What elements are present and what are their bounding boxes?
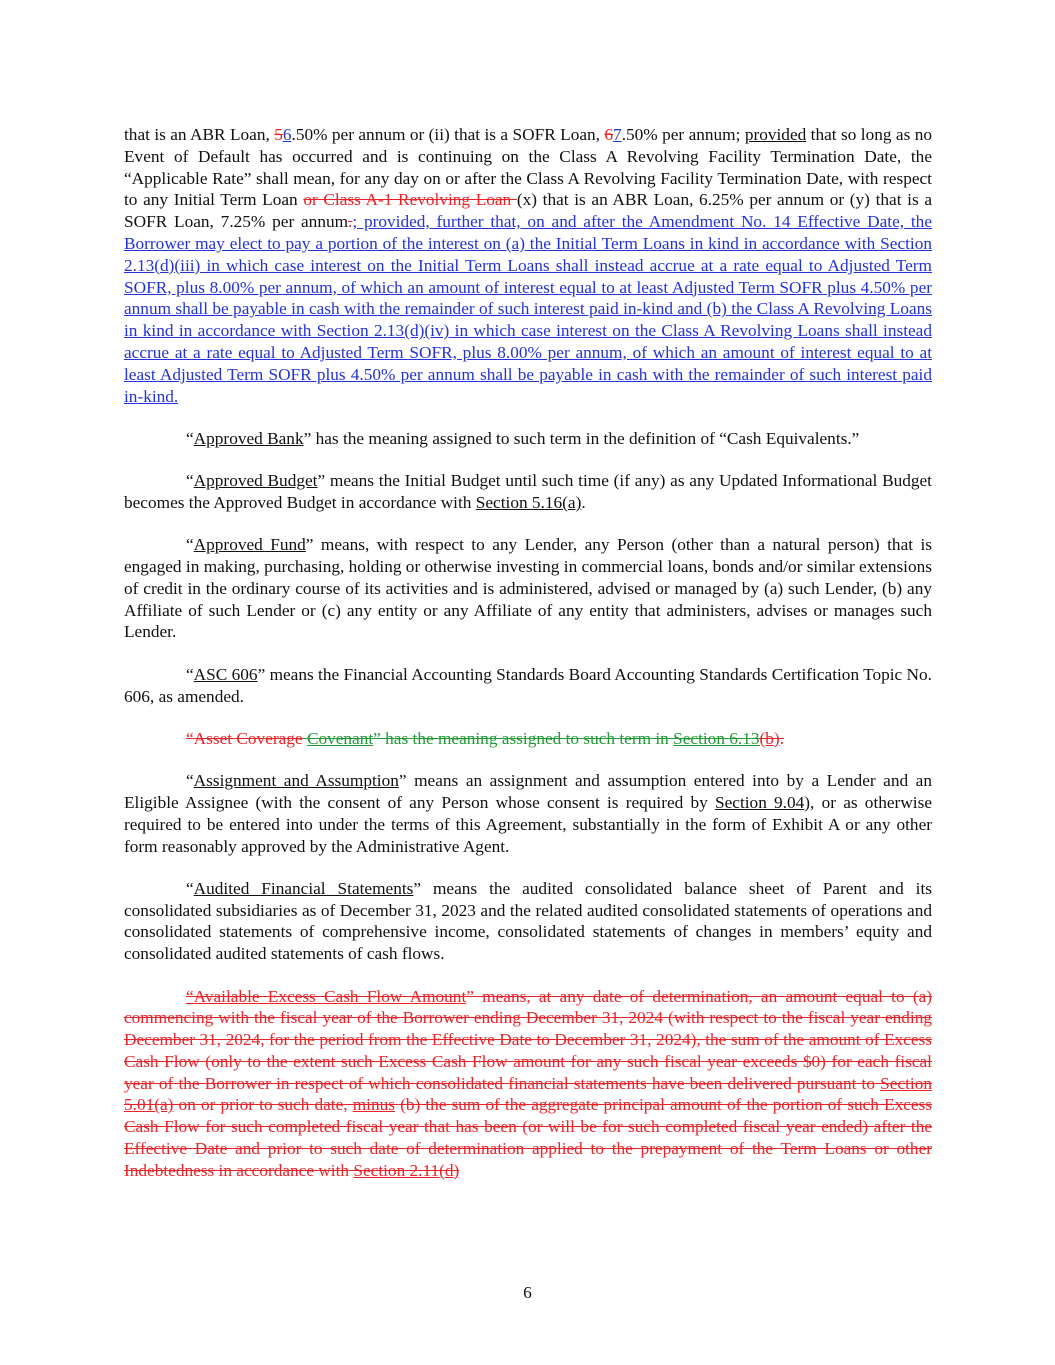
deleted-section-reference: Section 2.11(d) (353, 1160, 460, 1180)
definition-text: ” means, with respect to any Lender, any Person (other than a natural person) that is engaged in making, purchasing, holding or otherwise investing in commercial loans, bonds and/or similar extensions of credit in the ordinary course of its activities and is administered, advised or managed by (a) such Lender, (b) any Affiliate of such Lender or (c) any entity or any Affiliate of any entity that administers, advises or manages such Lender. (124, 535, 933, 642)
text-run: “ (186, 535, 194, 555)
deleted-text: 6 (604, 125, 614, 144)
definition-text: ” means an assignment and assumption entered into by a Lender and an Eligible Assignee (with the consent of any Person whose consent is required by (124, 771, 932, 812)
text-run: .50% per annum; (621, 125, 745, 144)
page-number: 6 (523, 1283, 532, 1302)
deleted-text: minus (352, 1095, 395, 1115)
inserted-text: 6 (282, 125, 292, 144)
definition-approved-budget (124, 470, 932, 514)
definition-approved-fund (124, 534, 932, 643)
definition-text: ), or as otherwise required to be entered into under the terms of this Agreement, substantially in the form of Exhibit A or any other form reasonably approved by the Administrative Agent. (124, 792, 932, 856)
text-run: “ (186, 878, 194, 898)
defined-term: ASC 606 (193, 664, 258, 684)
section-reference: Section 9.04 (715, 792, 805, 812)
text-run: .50% per annum or (ii) that is a SOFR Loan, (291, 125, 605, 144)
definition-available-excess-cash-flow-deleted (124, 986, 932, 1182)
deleted-text: (b) (759, 728, 780, 748)
text-run: . (581, 492, 586, 512)
deleted-text: or Class A-1 Revolving Loan (303, 190, 517, 210)
definition-assignment-and-assumption (124, 770, 932, 857)
deleted-text: 5 (274, 125, 283, 144)
definition-approved-bank (124, 428, 932, 450)
definition-text: ” means the Initial Budget until such time (if any) as any Updated Informational Budget becomes the Approved Budget in accordance with (124, 471, 932, 512)
text-run: that so long as no Event of Default has occurred and is continuing on the Class A Revolving Facility Termination Date, the “Applicable Rate” shall mean, for any day on or after the Class A Revolving Facility Termination Date, with respect to any Initial Term Loan (124, 125, 933, 210)
definition-audited-financial-statements (124, 878, 932, 965)
definition-text: ” means the audited consolidated balance sheet of Parent and its consolidated subsidiaries as of December 31, 2023 and the related audited consolidated statements of operations and consolidated statements of comprehensive income, consolidated statements of changes in members’ equity and consolidated audited statements of cash flows. (124, 878, 932, 964)
deleted-text: on or prior to such date, (173, 1095, 353, 1115)
deleted-text: . (348, 212, 353, 232)
deleted-text: (b) the sum of the aggregate principal amount of the portion of such Excess Cash Flow for such completed fiscal year that has been (or will be for such completed fiscal year ended) after the Effective Date and prior to such date of determination applied to the prepayment of the Term Loans or other Indebtedness in accordance with (124, 1095, 933, 1180)
defined-term: Approved Fund (193, 535, 306, 555)
document-body (124, 124, 932, 1202)
defined-term: Approved Bank (193, 428, 304, 448)
text-run: “ (186, 664, 194, 684)
applicable-rate-continuation (124, 124, 932, 407)
definition-text: ” means the Financial Accounting Standards Board Accounting Standards Certification Topic No. 606, as amended. (124, 664, 932, 706)
text-run: “ (186, 771, 194, 791)
deleted-text: ” means, at any date of determination, an amount equal to (a) commencing with the fiscal year of the Borrower ending December 31, 2024 (with respect to the fiscal year ending December 31, 2024, for the period from the Effective Date to December 31, 2024), the sum of the amount of Excess Cash Flow (only to the extent such Excess Cash Flow amount for any such fiscal year exceeds $0) for each fiscal year of the Borrower in respect of which consolidated financial statements have been delivered pursuant to (124, 986, 933, 1093)
defined-term: Audited Financial Statements (193, 878, 414, 898)
definition-text: ” has the meaning assigned to such term in the definition of “Cash Equivalents.” (303, 428, 860, 448)
moved-text: Section 6.13 (673, 728, 760, 748)
deleted-text: “Asset Coverage (186, 728, 303, 748)
defined-term: Approved Budget (193, 471, 318, 491)
section-reference: Section 5.16(a) (475, 492, 582, 512)
deleted-text: . (779, 728, 785, 748)
inserted-text: ; provided, further that, on and after the Amendment No. 14 Effective Date, the Borrower may elect to pay a portion of the interest on (a) the Initial Term Loans in kind in accordance with Section 2.13(d)(iii) in which case interest on the Initial Term Loans shall instead accrue at a rate equal to Adjusted Term SOFR, plus 8.00% per annum, of which an amount of interest equal to at least Adjusted Term SOFR plus 4.50% per annum shall be payable in cash with the remainder of such interest paid in-kind and (b) the Class A Revolving Loans in kind in accordance with Section 2.13(d)(iv) in which case interest on the Class A Revolving Loans shall instead accrue at a rate equal to Adjusted Term SOFR, plus 8.00% per annum, of which an amount of interest equal to at least Adjusted Term SOFR plus 4.50% per annum shall be payable in cash with the remainder of such interest paid in-kind. (124, 212, 932, 406)
moved-text: ” has the meaning assigned to such term in (373, 728, 674, 748)
text-run: “ (186, 471, 194, 491)
inserted-text: 7 (613, 125, 622, 144)
text-run: that is an ABR Loan, (124, 125, 275, 144)
deleted-defined-term: “Available Excess Cash Flow Amount (186, 986, 467, 1006)
moved-text: Covenant (306, 728, 374, 748)
text-run: (x) that is an ABR Loan, 6.25% per annum or (y) that is a SOFR Loan, 7.25% per annum (124, 190, 932, 232)
deleted-section-reference: Section 5.01(a) (124, 1073, 932, 1115)
text-run: “ (186, 428, 194, 448)
definition-asset-coverage-covenant-deleted (124, 728, 932, 750)
defined-term: Assignment and Assumption (193, 771, 399, 791)
provided-term: provided (744, 125, 807, 144)
definition-asc-606 (124, 664, 932, 708)
